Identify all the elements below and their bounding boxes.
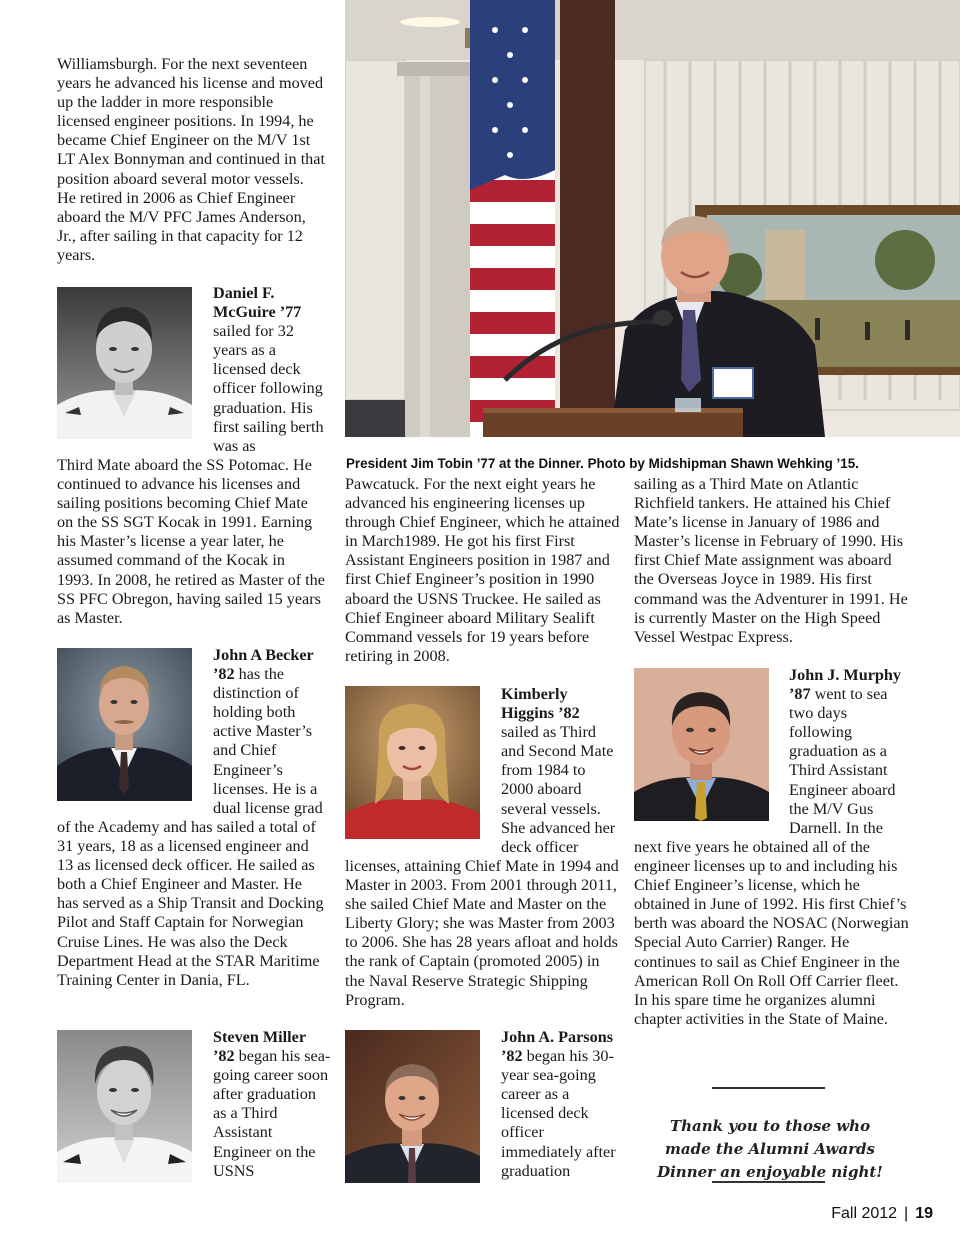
parsons-class-year: ’82	[501, 1047, 523, 1066]
murphy-bio-start	[789, 666, 913, 838]
higgins-bio-text: sailed as Third and Second Mate from 1984 to 2000 aboard several vessels. She advanced her deck officer	[501, 723, 616, 856]
parsons-bio-start	[501, 1028, 621, 1181]
higgins-portrait	[345, 686, 480, 839]
parsons-name: John A. Parsons	[501, 1028, 613, 1046]
issue-label: Fall 2012	[831, 1205, 898, 1222]
footer-separator: |	[904, 1205, 909, 1222]
mcguire-bio-cont: Third Mate aboard the SS Potomac. He continued to advance his licenses and sailing positions becoming Chief Mate on the SS SGT Kocak in 1991. Earning his Master’s license a year later, he assumed command of the Kocak in 1993. In 2008, he retired as Master of the SS PFC Obregon, having sailed 15 years as Master.	[57, 456, 325, 627]
higgins-bio-cont: licenses, attaining Chief Mate in 1994 and Master in 2003. From 2001 through 2011, she sailed Chief Mate and Master on the Liberty Glory; she was Master from 2003 to 2006. She has 28 years afloat and holds the rank of Captain (promoted 2005) in the Naval Reserve Strategic Shipping Program.	[345, 857, 619, 1009]
mcguire-name: Daniel F. McGuire	[213, 284, 276, 322]
murphy-bio-cont: next five years he obtained all of the engineer licenses up to and including his Chief Engineer’s license, which he obtained in June of 1992. His first Chief’s berth was aboard the NOSAC (Norwegian Special Auto Carrier) Ranger. He continues to sail as Chief Engineer in the American Roll On Roll Off Carrier fleet. In his spare time he organizes alumni chapter activities in the State of Maine.	[634, 838, 909, 1028]
page-number: 19	[915, 1205, 933, 1222]
intro-paragraph: Williamsburgh. For the next seventeen years he advanced his license and moved up the ladder in more responsible licensed engineer positions. In 1994, he became Chief Engineer on the M/V 1st LT Alex Bonnyman and continued in that position aboard several motor vessels. He retired in 2006 as Chief Engineer aboard the M/V PFC James Anderson, Jr., after sailing in that capacity for 12 years.	[57, 55, 325, 264]
parsons-bio-text: began his 30-year sea-going career as a licensed deck officer immediately after graduation	[501, 1047, 616, 1180]
higgins-name: Kimberly Higgins	[501, 685, 568, 723]
thanks-top-rule	[712, 1087, 825, 1089]
mcguire-bio-text: sailed for 32 years as a licensed deck officer following graduation. His first sailing berth was as	[213, 322, 324, 455]
miller-bio-text: began his sea-going career soon after graduation as a Third Assistant Engineer on the USNS	[213, 1047, 331, 1180]
miller-bio-start	[213, 1028, 331, 1181]
mcguire-portrait	[57, 287, 192, 439]
miller-bio-cont: Pawcatuck. For the next eight years he advanced his engineering licenses up through Chief Engineer, which he attained in March1989. He got his first First Assistant Engineers position in 1987 and first Chief Engineer’s position in 1990 aboard the USNS Truckee. He sailed as Chief Engineer aboard Military Sealift Command vessels for 19 years before retiring in 2008.	[345, 475, 620, 665]
parsons-portrait	[345, 1030, 480, 1183]
miller-class-year: ’82	[213, 1047, 235, 1066]
page-footer	[831, 1205, 933, 1223]
mcguire-bio-start	[213, 284, 331, 456]
murphy-class-year: ’87	[789, 685, 811, 704]
mcguire-class-year: ’77	[279, 303, 302, 322]
murphy-bio-text: went to sea two days following graduation as a Third Assistant Engineer aboard the M/V Gus Darnell. In the	[789, 685, 896, 837]
parsons-bio-cont: sailing as a Third Mate on Atlantic Richfield tankers. He attained his Chief Mate’s license in January of 1986 and Master’s license in February of 1990. His first Chief Mate assignment was aboard the Overseas Joyce in 1989. His first command was the Adventurer in 1991. He is currently Master on the High Speed Vessel Westpac Express.	[634, 475, 908, 646]
becker-bio-cont: of the Academy and has sailed a total of 31 years, 18 as a licensed engineer and 13 as licensed deck officer. He sailed as both a Chief Engineer and Master. He has served as a Ship Transit and Docking Pilot and Staff Captain for Norwegian Cruise Lines. He was also the Deck Department Head at the STAR Maritime Training Center in Dania, FL.	[57, 818, 324, 989]
photo-caption: President Jim Tobin ’77 at the Dinner. Photo by Midshipman Shawn Wehking ’15.	[346, 456, 859, 472]
murphy-name: John J. Murphy	[789, 666, 901, 684]
miller-portrait	[57, 1030, 192, 1183]
higgins-bio-start	[501, 685, 621, 857]
becker-portrait	[57, 648, 192, 801]
miller-name: Steven Miller	[213, 1028, 307, 1046]
becker-name: John A Becker	[213, 646, 314, 664]
becker-bio-text: has the distinction of holding both active Master’s and Chief Engineer’s licenses. He is a dual license grad	[213, 665, 323, 817]
dinner-photo	[345, 0, 960, 437]
becker-bio-start	[213, 646, 331, 818]
thanks-bottom-rule	[712, 1181, 825, 1183]
murphy-portrait	[634, 668, 769, 821]
thank-you-note: Thank you to those who made the Alumni Awards Dinner an enjoyable night!	[657, 1117, 883, 1181]
higgins-class-year: ’82	[558, 704, 580, 723]
becker-class-year: ’82	[213, 665, 235, 684]
